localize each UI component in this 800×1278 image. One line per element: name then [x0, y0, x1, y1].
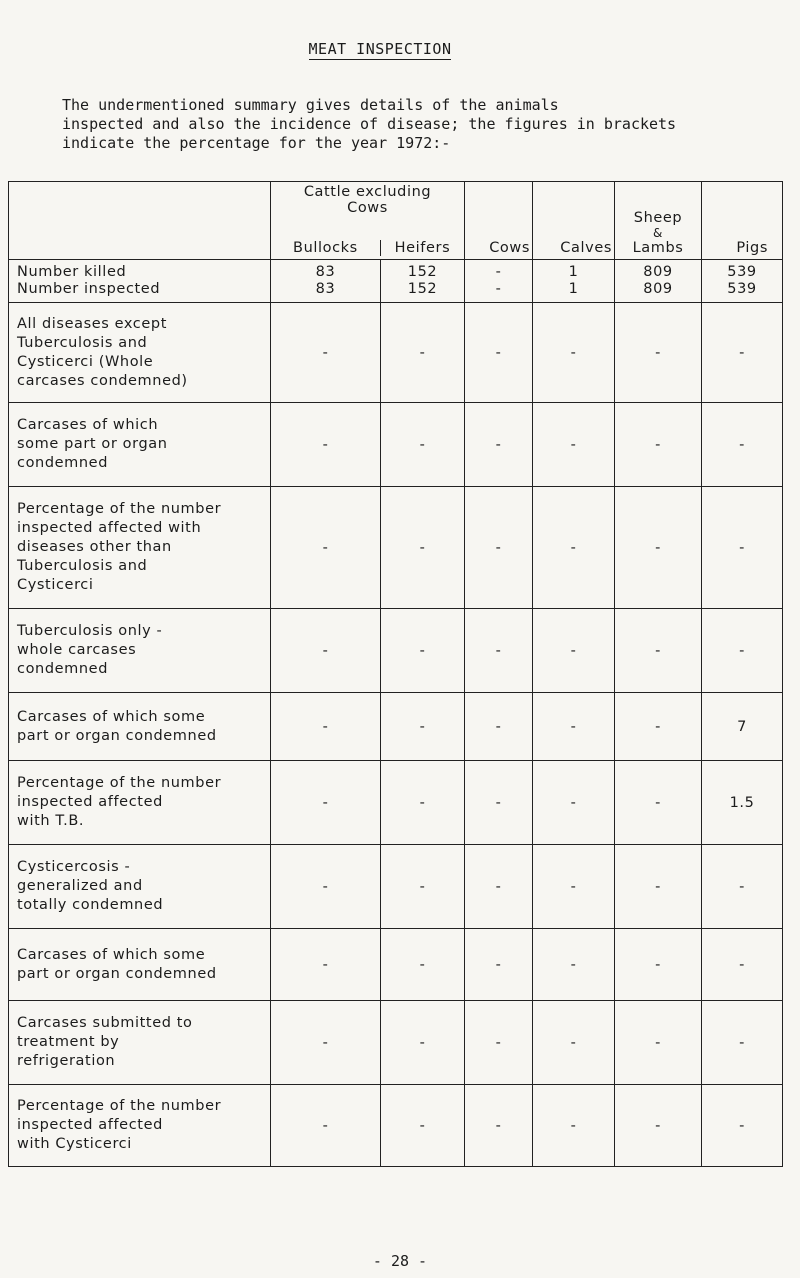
label-number-inspected: Number inspected — [17, 281, 161, 297]
cell-heifers: - — [381, 303, 465, 403]
cell-heifers: - — [381, 609, 465, 693]
table-row — [9, 609, 783, 693]
cell-heifers: - — [381, 845, 465, 929]
cell-pigs: - — [702, 403, 783, 487]
cell-pigs: - — [702, 609, 783, 693]
cell-bullocks: - — [271, 609, 381, 693]
cell-pigs: - — [702, 1001, 783, 1085]
cell-pigs: 7 — [702, 693, 783, 761]
row-label: Percentage of the number inspected affected with Cysticerci — [9, 1085, 271, 1167]
cell-sheep: - — [615, 845, 702, 929]
cell-heifers: - — [381, 761, 465, 845]
cell-sheep: - — [615, 1085, 702, 1167]
row-label: Carcases of which some part or organ condemned — [9, 929, 271, 1001]
cell-cows: - — [465, 845, 533, 929]
cell-bullocks: - — [271, 693, 381, 761]
cell-bullocks: 83 83 — [271, 260, 381, 303]
row-label: Percentage of the number inspected affected with T.B. — [9, 761, 271, 845]
header-bullocks: Bullocks — [293, 240, 358, 256]
cell-heifers: 152 152 — [381, 260, 465, 303]
cell-sheep: 809 809 — [615, 260, 702, 303]
cell-calves: - — [533, 1001, 615, 1085]
meat-inspection-table — [8, 181, 783, 1167]
cell-bullocks: - — [271, 303, 381, 403]
cell-calves: - — [533, 609, 615, 693]
cell-calves: - — [533, 303, 615, 403]
page-title: MEAT INSPECTION — [308, 40, 452, 58]
header-sheep-line2: & — [653, 226, 663, 240]
header-sheep-line3: Lambs — [632, 240, 684, 256]
cell-calves: - — [533, 929, 615, 1001]
cell-sheep: - — [615, 403, 702, 487]
page-number: - 28 - — [372, 1252, 428, 1270]
cell-sheep: - — [615, 929, 702, 1001]
cell-bullocks: - — [271, 1085, 381, 1167]
cell-calves: - — [533, 761, 615, 845]
row-label: All diseases except Tuberculosis and Cysticerci (Whole carcases condemned) — [9, 303, 271, 403]
table-row — [9, 929, 783, 1001]
cell-cows: - — [465, 929, 533, 1001]
cell-pigs: - — [702, 303, 783, 403]
cell-sheep: - — [615, 609, 702, 693]
cell-cows: - — [465, 609, 533, 693]
cell-calves: - — [533, 403, 615, 487]
header-cattle-line2: Cows — [347, 200, 388, 216]
cell-calves: - — [533, 1085, 615, 1167]
cell-cows: - - — [465, 260, 533, 303]
cell-calves: - — [533, 693, 615, 761]
cell-sheep: - — [615, 1001, 702, 1085]
header-sheep-lambs — [615, 182, 702, 260]
cell-cows: - — [465, 761, 533, 845]
table-row — [9, 1085, 783, 1167]
header-blank — [9, 182, 271, 260]
header-sheep-line1: Sheep — [633, 210, 683, 226]
header-pigs: Pigs — [702, 182, 783, 260]
cell-bullocks: - — [271, 487, 381, 609]
row-label — [9, 260, 271, 303]
cell-cows: - — [465, 487, 533, 609]
table-row — [9, 487, 783, 609]
label-number-killed: Number killed — [17, 264, 127, 280]
header-cattle-line1: Cattle excluding — [303, 184, 432, 200]
row-label: Carcases of which some part or organ condemned — [9, 693, 271, 761]
cell-heifers: - — [381, 487, 465, 609]
cell-bullocks: - — [271, 929, 381, 1001]
table-row — [9, 303, 783, 403]
cell-heifers: - — [381, 929, 465, 1001]
cell-pigs: 539 539 — [702, 260, 783, 303]
cell-bullocks: - — [271, 1001, 381, 1085]
cell-cows: - — [465, 303, 533, 403]
header-cows: Cows — [465, 182, 533, 260]
intro-paragraph: The undermentioned summary gives details of the animals inspected and also the incidence of disease; the figures in brackets indicate the percentage for the year 1972:- — [62, 96, 677, 152]
cell-sheep: - — [615, 487, 702, 609]
cell-bullocks: - — [271, 761, 381, 845]
cell-calves: - — [533, 845, 615, 929]
cell-heifers: - — [381, 403, 465, 487]
cell-heifers: - — [381, 1001, 465, 1085]
cell-calves: 1 1 — [533, 260, 615, 303]
row-label: Carcases of which some part or organ condemned — [9, 403, 271, 487]
header-calves: Calves — [533, 182, 615, 260]
row-label: Cysticercosis - generalized and totally condemned — [9, 845, 271, 929]
cell-pigs: - — [702, 1085, 783, 1167]
cell-pigs: - — [702, 845, 783, 929]
cell-sheep: - — [615, 693, 702, 761]
table-row — [9, 845, 783, 929]
cell-cows: - — [465, 693, 533, 761]
row-label: Percentage of the number inspected affected with diseases other than Tuberculosis and Cysticerci — [9, 487, 271, 609]
table-row — [9, 761, 783, 845]
cell-heifers: - — [381, 693, 465, 761]
table-row — [9, 260, 783, 303]
cell-pigs: - — [702, 487, 783, 609]
cell-heifers: - — [381, 1085, 465, 1167]
table-row — [9, 693, 783, 761]
row-label: Tuberculosis only - whole carcases condemned — [9, 609, 271, 693]
row-label: Carcases submitted to treatment by refrigeration — [9, 1001, 271, 1085]
header-heifers: Heifers — [380, 240, 464, 256]
header-cattle-group — [271, 182, 465, 260]
cell-cows: - — [465, 1001, 533, 1085]
table-row — [9, 1001, 783, 1085]
cell-cows: - — [465, 1085, 533, 1167]
cell-calves: - — [533, 487, 615, 609]
cell-pigs: - — [702, 929, 783, 1001]
cell-cows: - — [465, 403, 533, 487]
cell-sheep: - — [615, 303, 702, 403]
header-row — [9, 182, 783, 260]
cell-sheep: - — [615, 761, 702, 845]
cell-bullocks: - — [271, 403, 381, 487]
cell-bullocks: - — [271, 845, 381, 929]
table-row — [9, 403, 783, 487]
cell-pigs: 1.5 — [702, 761, 783, 845]
